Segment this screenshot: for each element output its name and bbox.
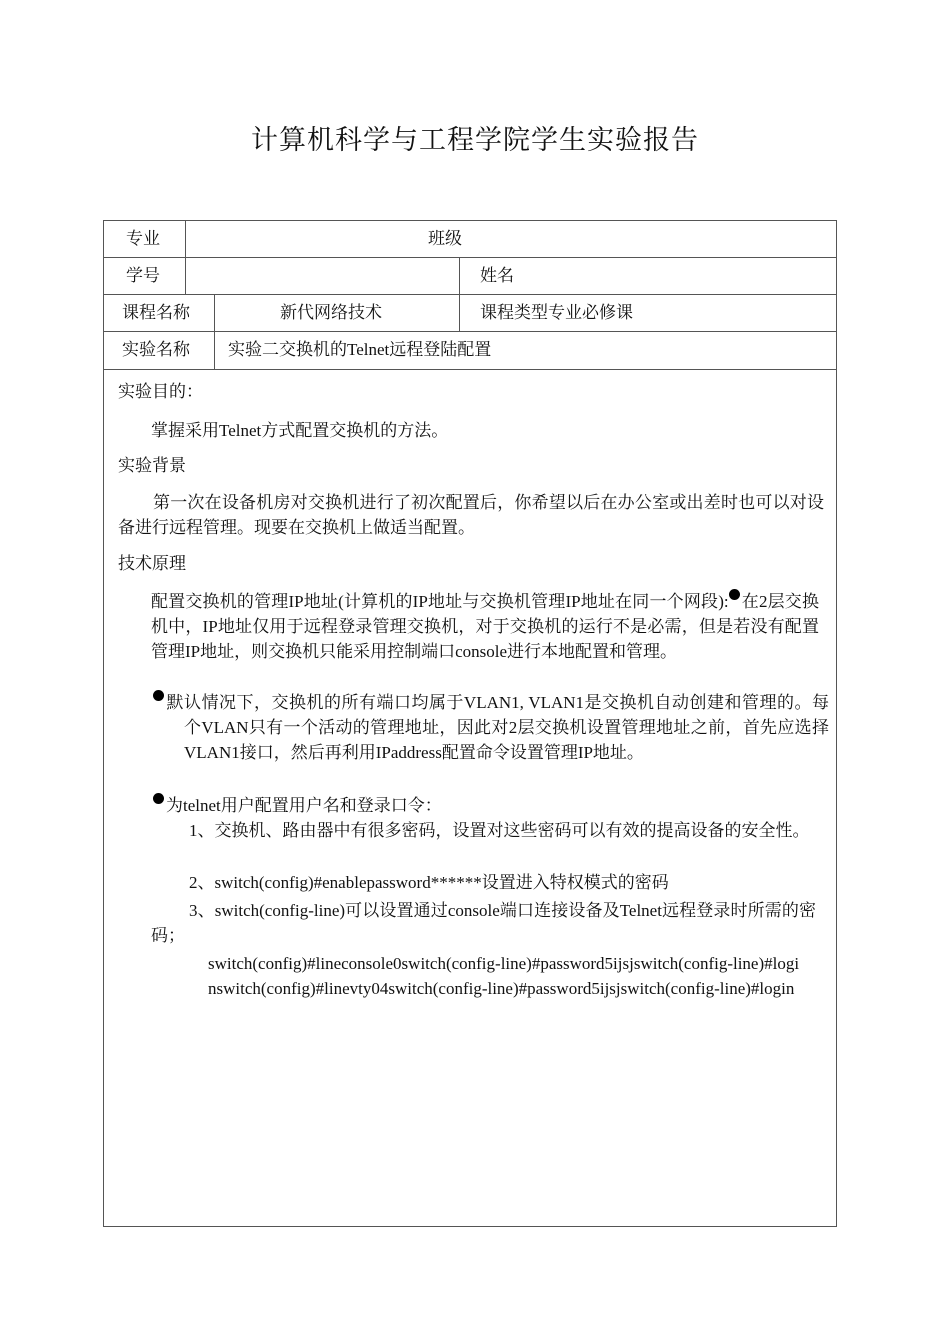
- config-commands: switch(config)#lineconsole0switch(config-line)#password5ijsjswitch(config-line)#loginswitch(config)#linevty04switch(config-line)#password5ijsjswitch(config-line)#login: [208, 954, 800, 998]
- bullet-icon: [153, 793, 164, 804]
- background-text: 第一次在设备机房对交换机进行了初次配置后，你希望以后在办公室或出差时也可以对设备进行远程管理。现要在交换机上做适当配置。: [118, 493, 824, 537]
- major-label: 专业: [126, 229, 160, 248]
- experiment-name-value: 实验二交换机的Telnet远程登陆配置: [228, 340, 492, 359]
- principle-bullet-1: 在2层交换机中，IP地址仅用于远程登录管理交换机，对于交换机的运行不是必需，但是若没有配置管理IP地址，则交换机只能采用控制端口console进行本地配置和管理。: [151, 592, 819, 661]
- item-3: 3、switch(config-line)可以设置通过console端口连接设备及Telnet远程登录时所需的密码；: [151, 901, 816, 945]
- principle-bullet-2-block: [166, 690, 829, 765]
- principle-heading: 技术原理: [118, 554, 186, 573]
- column-divider: [459, 257, 460, 332]
- row-divider: [103, 369, 837, 370]
- purpose-heading: 实验目的：: [118, 382, 203, 401]
- principle-intro: 配置交换机的管理IP地址(计算机的IP地址与交换机管理IP地址在同一个网段):: [151, 592, 729, 611]
- bullet-icon: [153, 690, 164, 701]
- purpose-text: 掌握采用Telnet方式配置交换机的方法。: [151, 421, 449, 440]
- course-name-label: 课程名称: [122, 303, 190, 322]
- column-divider: [185, 220, 186, 295]
- principle-bullet-3: 为telnet用户配置用户名和登录口令：: [166, 796, 442, 815]
- bullet-icon: [729, 589, 740, 600]
- course-name-value: 新代网络技术: [280, 303, 382, 322]
- background-heading: 实验背景: [118, 456, 186, 475]
- item-2: 2、switch(config)#enablepassword******设置进入特权模式的密码: [189, 873, 669, 892]
- student-id-label: 学号: [126, 266, 160, 285]
- report-title: 计算机科学与工程学院学生实验报告: [251, 125, 699, 155]
- item-1: 1、交换机、路由器中有很多密码，设置对这些密码可以有效的提高设备的安全性。: [189, 821, 810, 840]
- principle-bullet-2: 默认情况下，交换机的所有端口均属于VLAN1, VLAN1是交换机自动创建和管理的。每个VLAN只有一个活动的管理地址，因此对2层交换机设置管理地址之前，首先应选择VLAN1接口，然后再利用IPaddress配置命令设置管理IP地址。: [166, 693, 829, 762]
- name-label: 姓名: [480, 266, 514, 285]
- course-type: 课程类型专业必修课: [480, 303, 633, 322]
- class-label: 班级: [428, 229, 462, 248]
- experiment-name-label: 实验名称: [122, 340, 190, 359]
- principle-block: [151, 589, 819, 664]
- row-divider: [103, 257, 837, 258]
- column-divider: [214, 294, 215, 369]
- principle-bullet-3-block: [153, 793, 813, 818]
